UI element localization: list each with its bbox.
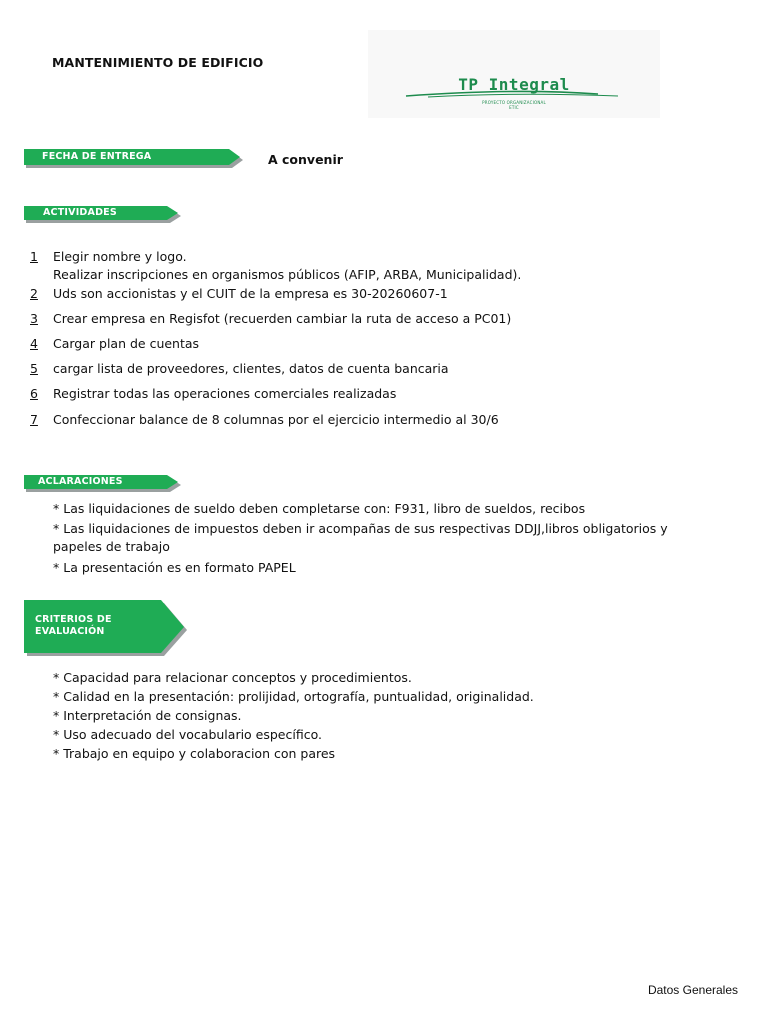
item-text: Crear empresa en Regisfot (recuerden cambiar la ruta de acceso a PC01) <box>53 311 512 326</box>
item-text: Realizar inscripciones en organismos públicos (AFIP, ARBA, Municipalidad). <box>53 267 522 282</box>
clarifications-list <box>53 500 693 577</box>
item-number: 1 <box>30 249 38 264</box>
list-item: * Capacidad para relacionar conceptos y procedimientos. <box>53 670 412 685</box>
logo-subtext: PROYECTO ORGANIZACIONAL ETIC <box>482 100 546 110</box>
logo <box>368 30 660 118</box>
footer-label: Datos Generales <box>647 983 738 997</box>
logo-text: TP Integral <box>458 75 570 94</box>
list-item: * Las liquidaciones de impuestos deben ir acompañas de sus respectivas DDJJ,libros obligatorios y papeles de trabajo <box>53 521 668 554</box>
list-item: * La presentación es en formato PAPEL <box>53 560 296 575</box>
list-item: * Uso adecuado del vocabulario específico. <box>53 727 322 742</box>
activities-label: ACTIVIDADES <box>43 207 117 218</box>
item-text: Elegir nombre y logo. <box>53 249 187 264</box>
clarifications-tag <box>24 474 184 494</box>
item-number: 5 <box>30 361 38 376</box>
delivery-value: A convenir <box>268 152 343 167</box>
delivery-tag <box>24 148 246 170</box>
clarifications-label: ACLARACIONES <box>38 476 123 487</box>
item-text: Confeccionar balance de 8 columnas por el ejercicio intermedio al 30/6 <box>53 412 499 427</box>
item-number: 3 <box>30 311 38 326</box>
item-number: 7 <box>30 412 38 427</box>
item-number: 6 <box>30 386 38 401</box>
criteria-list <box>53 669 693 763</box>
list-item: * Trabajo en equipo y colaboracion con pares <box>53 746 336 761</box>
list-item: * Las liquidaciones de sueldo deben completarse con: F931, libro de sueldos, recibos <box>53 501 586 516</box>
delivery-label: FECHA DE ENTREGA <box>42 151 152 162</box>
item-text: Registrar todas las operaciones comerciales realizadas <box>53 386 397 401</box>
activities-tag <box>24 205 184 225</box>
criteria-label: CRITERIOS DE EVALUACIÓN <box>35 614 112 637</box>
item-text: cargar lista de proveedores, clientes, datos de cuenta bancaria <box>53 361 449 376</box>
item-number: 2 <box>30 286 38 301</box>
list-item: * Interpretación de consignas. <box>53 708 242 723</box>
item-text: Cargar plan de cuentas <box>53 336 200 351</box>
item-number: 4 <box>30 336 38 351</box>
document-title: MANTENIMIENTO DE EDIFICIO <box>52 55 264 70</box>
list-item: * Calidad en la presentación: prolijidad, ortografía, puntualidad, originalidad. <box>53 689 534 704</box>
item-text: Uds son accionistas y el CUIT de la empresa es 30-20260607-1 <box>53 286 448 301</box>
criteria-tag <box>24 599 190 657</box>
